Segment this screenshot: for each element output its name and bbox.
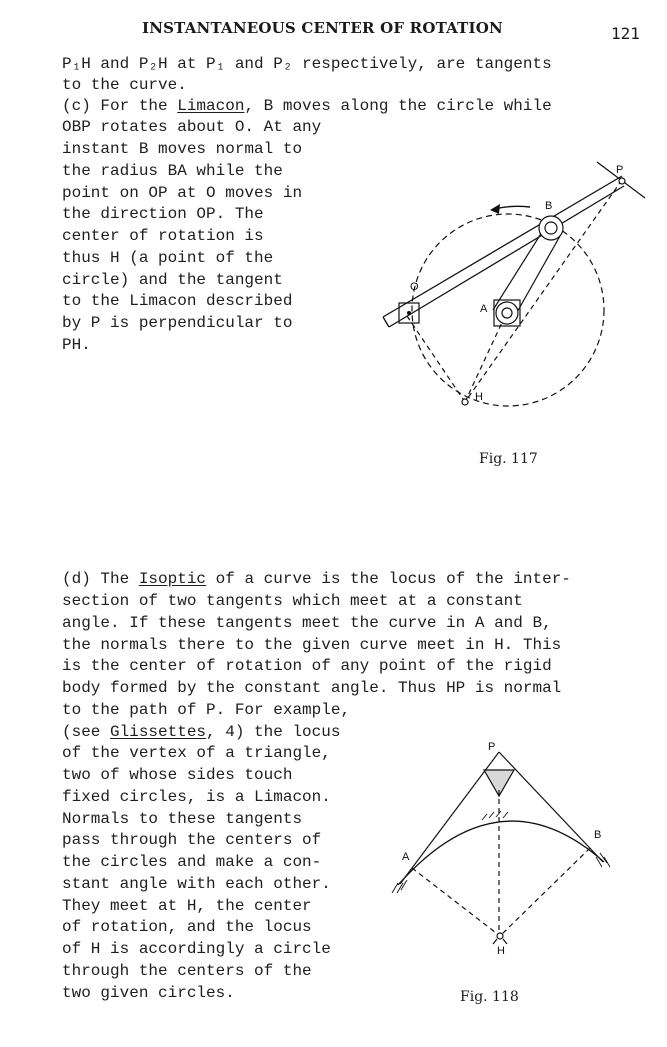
text-line: of rotation, and the locus — [62, 918, 312, 936]
hatch-right — [596, 853, 610, 867]
label-p: P — [488, 741, 496, 753]
label-p: P — [616, 164, 624, 176]
point-h — [497, 933, 503, 939]
label-b: B — [594, 829, 602, 841]
text-line: is the center of rotation of any point of the rigid — [62, 657, 552, 675]
normal-ah — [412, 868, 500, 936]
text-line: to the Limacon described — [62, 292, 293, 310]
running-title: INSTANTANEOUS CENTER OF ROTATION — [142, 19, 503, 37]
label-h: H — [475, 391, 483, 403]
text-line: center of rotation is — [62, 227, 264, 245]
text-line: angle. If these tangents meet the curve in A and B, — [62, 614, 552, 632]
text-line: fixed circles, is a Limacon. — [62, 788, 331, 806]
label-b: B — [545, 200, 553, 212]
h-mark-right — [503, 939, 507, 944]
term-glissettes: Glissettes — [110, 723, 207, 741]
text-line: through the centers of the — [62, 962, 312, 980]
text-line: stant angle with each other. — [62, 875, 331, 893]
text-line: pass through the centers of — [62, 831, 322, 849]
figure-118-caption: Fig. 118 — [460, 989, 519, 1005]
text-line: the normals there to the given curve meet in H. This — [62, 636, 562, 654]
label-h: H — [497, 945, 505, 957]
text-line: circle) and the tangent — [62, 271, 283, 289]
text-line: thus H (a point of the — [62, 249, 274, 267]
text-line: to the curve. — [62, 76, 187, 94]
text-line: two given circles. — [62, 984, 235, 1002]
text-line: body formed by the constant angle. Thus HP is normal — [62, 679, 562, 697]
text-line: by P is perpendicular to — [62, 314, 293, 332]
text-line: two of whose sides touch — [62, 766, 293, 784]
paragraph-c-lead-rest: , B moves along the circle while — [244, 97, 552, 115]
text-line: Normals to these tangents — [62, 810, 303, 828]
text-line: the direction OP. The — [62, 205, 264, 223]
term-limacon: Limacon — [177, 97, 245, 115]
text-line: P₁H and P₂H at P₁ and P₂ respectively, are tangents — [62, 55, 552, 73]
text-line: of the vertex of a triangle, — [62, 744, 331, 762]
figure-117-caption: Fig. 117 — [479, 451, 538, 467]
text-line: point on OP at O moves in — [62, 184, 303, 202]
normal-bh — [500, 848, 590, 936]
hatch-left — [392, 880, 407, 893]
text-line: of H is accordingly a circle — [62, 940, 331, 958]
label-a: A — [480, 303, 488, 315]
text-line: the radius BA while the — [62, 162, 283, 180]
paragraph-d-lead-rest: of a curve is the locus of the inter- — [206, 570, 571, 588]
text-line: to the path of P. For example, — [62, 701, 351, 719]
paragraph-c-lead: (c) For the — [62, 97, 178, 115]
text-line: instant B moves normal to — [62, 140, 303, 158]
text-line: PH. — [62, 336, 91, 354]
label-o: O — [410, 281, 419, 293]
page-number: 121 — [611, 24, 640, 43]
text-line: section of two tangents which meet at a constant — [62, 592, 523, 610]
text-line: OBP rotates about O. At any — [62, 118, 322, 136]
text-line: They meet at H, the center — [62, 897, 312, 915]
reference-lead: (see — [62, 723, 111, 741]
text-line: the circles and make a con- — [62, 853, 322, 871]
paragraph-d-lead: (d) The — [62, 570, 139, 588]
label-a: A — [402, 851, 410, 863]
tangent-right — [499, 752, 603, 862]
reference-rest: , 4) the locus — [206, 723, 341, 741]
h-mark-left — [493, 939, 497, 944]
hatch-top — [482, 811, 508, 820]
term-isoptic: Isoptic — [138, 570, 207, 588]
